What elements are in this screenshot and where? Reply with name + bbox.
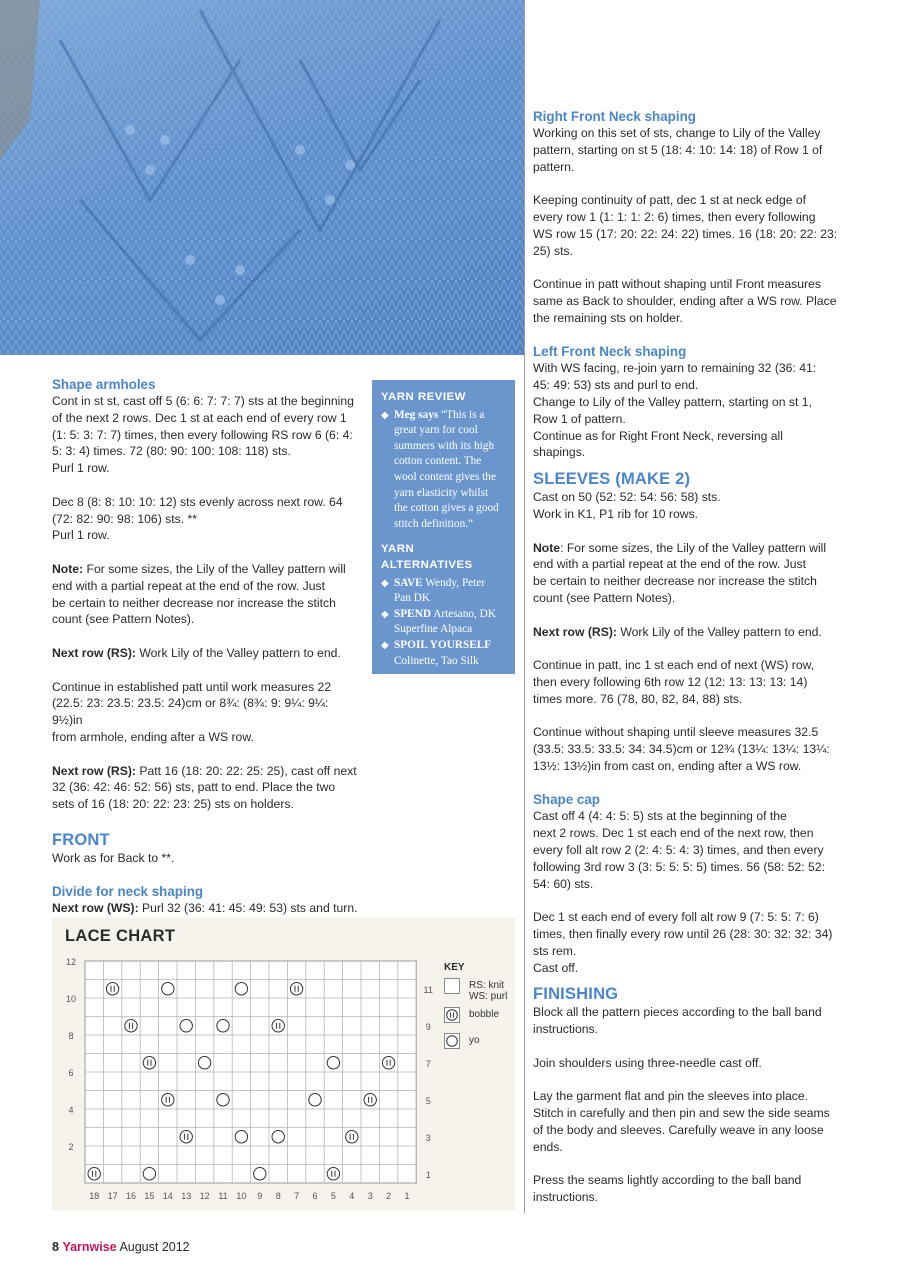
sleeves-heading: SLEEVES (MAKE 2): [533, 470, 691, 489]
bobble-symbol: [180, 1131, 192, 1143]
column-label: 15: [144, 1191, 155, 1201]
column-label: 2: [386, 1191, 392, 1201]
row-label-left: 12: [65, 957, 77, 967]
row-label-left: 8: [68, 1031, 74, 1041]
bobble-symbol: [143, 1057, 155, 1069]
diamond-bullet-icon: ◆: [381, 608, 389, 620]
sleeves-inc: Continue in patt, inc 1 st each end of next (WS) row, then every following 6th row 12 (12: 13: 13: 13: 14) times more. 76 (78, 80, 82, 84, 88) sts.: [533, 658, 815, 706]
bobble-symbol: [88, 1168, 100, 1180]
column-label: 8: [275, 1191, 281, 1201]
bobble-symbol: [162, 1094, 174, 1106]
right-front-neck-heading: Right Front Neck shaping: [533, 109, 696, 124]
yo-circle-icon: [444, 1033, 460, 1049]
yo-symbol: [254, 1168, 266, 1180]
diamond-bullet-icon: ◆: [381, 639, 389, 651]
diamond-bullet-icon: ◆: [381, 577, 389, 589]
column-label: 13: [181, 1191, 192, 1201]
column-label: 16: [125, 1191, 137, 1201]
yo-symbol: [217, 1094, 229, 1106]
armholes-next-row-2: Next row (RS): Patt 16 (18: 20: 22: 25: 25), cast off next 32 (36: 42: 46: 52: 56) sts, patt to end. Place the two sets of 16 (18: 20: 22: 23: 25) sts on holders.: [52, 763, 357, 812]
bobble-symbol: [364, 1094, 376, 1106]
yarn-alternatives-title: YARN ALTERNATIVES: [381, 543, 473, 571]
yo-symbol: [309, 1094, 321, 1106]
yarn-review-box: [372, 380, 515, 674]
blank-square-icon: [444, 978, 460, 994]
front-heading: FRONT: [52, 830, 110, 849]
yarn-review-title: YARN REVIEW: [381, 391, 466, 403]
column-label: 12: [199, 1191, 210, 1201]
yo-symbol: [180, 1020, 192, 1032]
magazine-brand: Yarnwise: [62, 1240, 117, 1254]
row-label-right: 7: [425, 1058, 431, 1069]
bobble-symbol: [382, 1057, 394, 1069]
bobble-symbol: [327, 1168, 339, 1180]
yo-symbol: [272, 1131, 284, 1143]
bobble-symbol: [346, 1131, 358, 1143]
bobble-symbol: [125, 1020, 137, 1032]
lace-chart-box: LACE CHART 12 10 8 6 4 2 11 9 7 5 3 1 18 17 16 15 14 13 12 11 10 9 8 7 6 5 4 3 2 1 KEY RS: knit WS: purl bobble yo: [52, 918, 515, 1210]
yo-symbol: [327, 1057, 339, 1069]
row-label-right: 9: [425, 1021, 431, 1032]
row-label-left: 2: [68, 1142, 74, 1152]
bobble-symbol: [106, 983, 118, 995]
row-label-right: 1: [425, 1169, 431, 1180]
row-label-right: 3: [425, 1132, 431, 1143]
sleeves-next-row: Next row (RS): Work Lily of the Valley pattern to end.: [533, 624, 822, 639]
bobble-icon: [444, 1007, 460, 1023]
column-label: 9: [257, 1191, 263, 1201]
finishing-para-1: Block all the pattern pieces according to the ball band instructions.: [533, 1005, 822, 1037]
finishing-para-3: Lay the garment flat and pin the sleeves into place. Stitch in carefully and then pin and sew the side seams of the body and sleeves. Carefully weave in any loose ends.: [533, 1089, 830, 1154]
yo-symbol: [235, 1131, 247, 1143]
armholes-next-row: Next row (RS): Work Lily of the Valley pattern to end.: [52, 645, 341, 660]
sleeves-cont: Continue without shaping until sleeve measures 32.5 (33.5: 33.5: 33.5: 34: 34.5)cm or 12¾ (13¼: 13¼: 13¼: 13½: 13½)in from cast on, ending after a WS row.: [533, 725, 830, 773]
sleeves-note: Note: For some sizes, the Lily of the Valley pattern will end with a partial repeat at the end of the row. Just be certain to neither decrease nor increase the stitch count (see Pattern Notes).: [533, 540, 827, 605]
column-label: 5: [330, 1191, 336, 1201]
issue-date: August 2012: [119, 1240, 190, 1254]
left-column: [52, 376, 362, 917]
row-label-right: 11: [423, 984, 433, 995]
column-divider: [524, 0, 525, 1213]
divide-text: Next row (WS): Purl 32 (36: 41: 45: 49: 53) sts and turn.: [52, 901, 358, 916]
column-label: 7: [294, 1191, 300, 1201]
rfn-para-2: Keeping continuity of patt, dec 1 st at neck edge of every row 1 (1: 1: 1: 2: 6) times, then every following WS row 15 (17: 20: 22: 24: 22) times. 16 (18: 20: 22: 23: 25) sts.: [533, 193, 838, 258]
armholes-continue: Continue in established patt until work measures 22 (22.5: 23: 23.5: 23.5: 24)cm or 8¾: (8¾: 9: 9¼: 9¼: 9½)in from armhole, ending after a WS row.: [52, 679, 332, 744]
shape-armholes-heading: Shape armholes: [52, 377, 156, 392]
diamond-bullet-icon: ◆: [381, 409, 389, 421]
armholes-para-2: Dec 8 (8: 8: 10: 10: 12) sts evenly across next row. 64 (72: 82: 90: 98: 106) sts. ** Purl 1 row.: [52, 494, 343, 543]
yo-symbol: [217, 1020, 229, 1032]
page-number: 8: [52, 1240, 59, 1254]
front-text: Work as for Back to **.: [52, 850, 175, 865]
yo-symbol: [162, 983, 174, 995]
row-label-left: 10: [65, 994, 77, 1004]
rfn-para-3: Continue in patt without shaping until Front measures same as Back to shoulder, ending after a WS row. Place the remaining sts on holder.: [533, 277, 837, 325]
column-label: 14: [162, 1191, 173, 1201]
lfn-para: With WS facing, re-join yarn to remaining 32 (36: 41: 45: 49: 53) sts and purl to end. Change to Lily of the Valley pattern, starting on st 1, Row 1 of pattern. Continue as for Right Front Neck, reversing all shapings.: [533, 361, 817, 460]
bobble-symbol: [290, 983, 302, 995]
column-label: 4: [349, 1191, 355, 1201]
lace-chart-title: LACE CHART: [65, 927, 176, 945]
rfn-para-1: Working on this set of sts, change to Lily of the Valley pattern, starting on st 5 (18: 4: 10: 14: 18) of Row 1 of pattern.: [533, 126, 823, 174]
finishing-para-4: Press the seams lightly according to the ball band instructions.: [533, 1173, 802, 1205]
page-footer: [52, 1239, 190, 1256]
cap-para-2: Dec 1 st each end of every foll alt row 9 (7: 5: 5: 7: 6) times, then finally every row until 26 (28: 30: 32: 32: 34) sts rem. Cast off.: [533, 910, 833, 975]
finishing-heading: FINISHING: [533, 985, 619, 1004]
yo-symbol: [143, 1168, 155, 1180]
shape-cap-heading: Shape cap: [533, 792, 600, 808]
row-label-left: 6: [68, 1068, 74, 1078]
yo-symbol: [235, 983, 247, 995]
alt-spend: ◆ SPEND Artesano, DK Superfine Alpaca: [381, 607, 496, 636]
armholes-para-1: Cont in st st, cast off 5 (6: 6: 7: 7: 7) sts at the beginning of the next 2 rows. Dec 1 st at each end of every row 1 (1: 5: 3: 7: 7) times, then every following RS row 6 (6: 4: 5: 3: 4) times. 72 (80: 90: 100: 108: 118) sts. Purl 1 row.: [52, 394, 354, 476]
column-label: 1: [404, 1191, 410, 1201]
column-label: 10: [236, 1191, 247, 1201]
yo-symbol: [198, 1057, 210, 1069]
cap-para-1: Cast off 4 (4: 4: 5: 5) sts at the beginning of the next 2 rows. Dec 1 st each end of the next row, then every foll alt row 2 (2: 4: 5: 4: 3) times, and then every following 3rd row 3 (3: 5: 5: 5: 5) times. 56 (58: 52: 52: 54: 60) sts.: [533, 809, 825, 891]
review-quote: ◆ Meg says “This is a great yarn for cool summers with its high cotton content. The wool content gives the yarn elasticity whilst the cotton gives a good stitch definition.”: [381, 408, 499, 530]
column-label: 11: [218, 1191, 228, 1201]
finishing-para-2: Join shoulders using three-needle cast off.: [533, 1055, 762, 1070]
row-label-right: 5: [425, 1095, 431, 1106]
garment-photo: [0, 0, 525, 355]
right-column: [533, 108, 843, 1206]
column-label: 17: [107, 1191, 118, 1201]
key-title: KEY: [444, 962, 465, 973]
column-label: 3: [367, 1191, 373, 1201]
column-label: 6: [312, 1191, 318, 1201]
knit-texture-illustration: [0, 0, 525, 355]
row-label-left: 4: [68, 1105, 74, 1115]
alt-save: ◆ SAVE Wendy, Peter Pan DK: [381, 576, 486, 605]
column-label: 18: [89, 1191, 100, 1201]
divide-heading: Divide for neck shaping: [52, 884, 204, 900]
bobble-symbol: [272, 1020, 284, 1032]
alt-spoil: ◆ SPOIL YOURSELF Colinette, Tao Silk: [381, 638, 492, 667]
sleeves-para-1: Cast on 50 (52: 52: 54: 56: 58) sts. Work in K1, P1 rib for 10 rows.: [533, 490, 721, 521]
left-front-neck-heading: Left Front Neck shaping: [533, 344, 687, 360]
armholes-note: Note: For some sizes, the Lily of the Valley pattern will end with a partial repeat at the end of the row. Just be certain to neither decrease nor increase the stitch count (see Pattern Notes).: [52, 561, 346, 627]
